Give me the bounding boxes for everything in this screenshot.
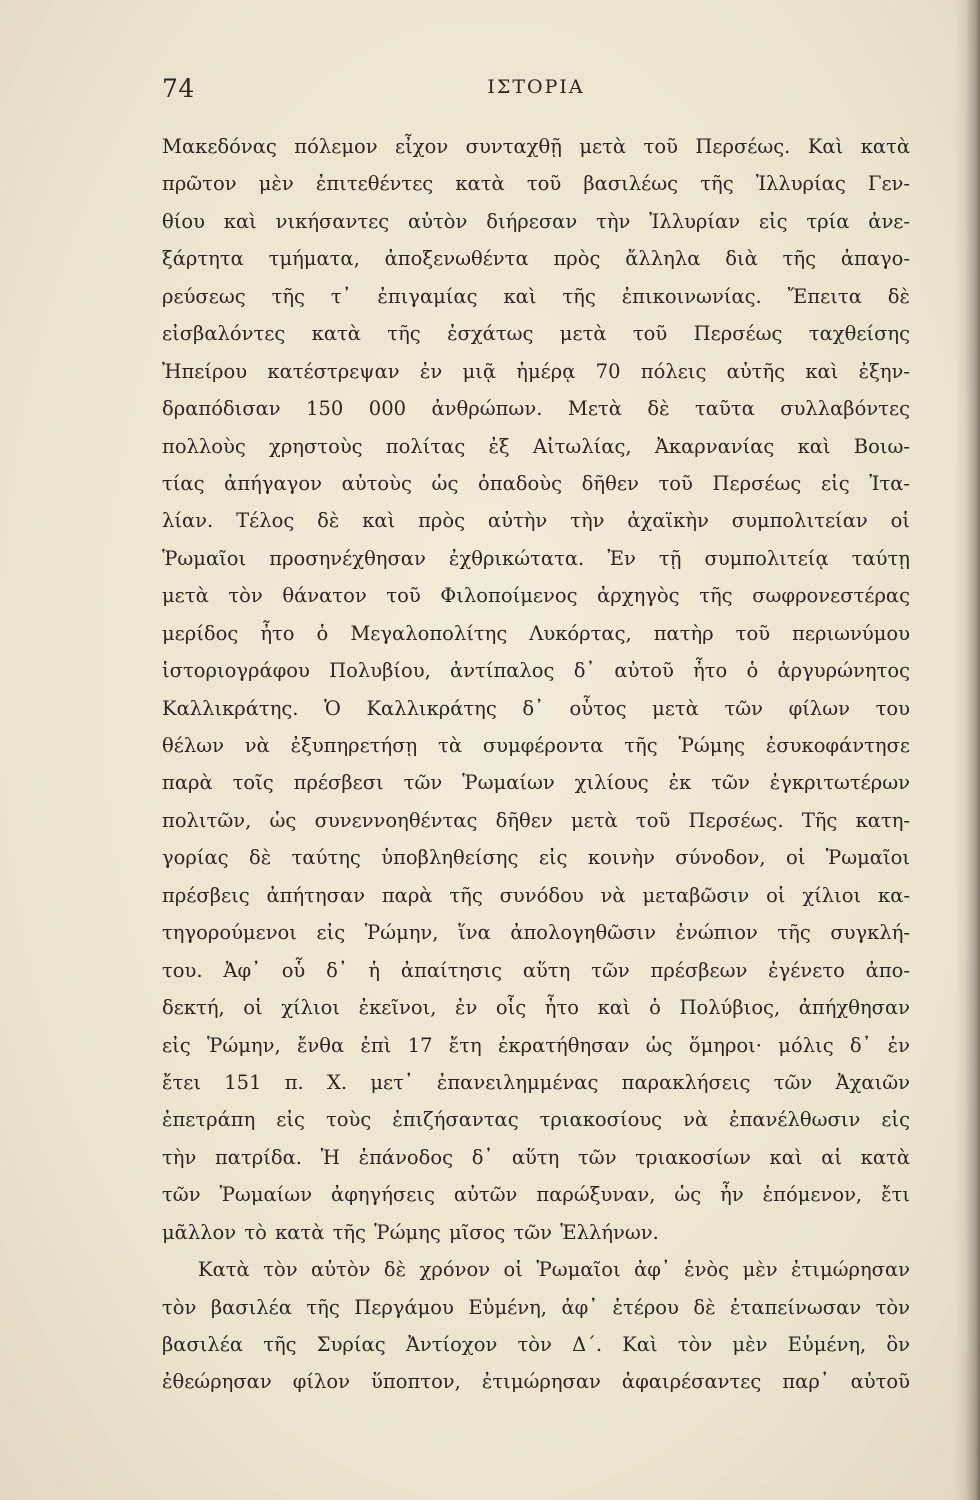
text-line: τίας ἀπήγαγον αὐτοὺς ὡς ὀπαδοὺς δῆθεν τοῦ Περσέως εἰς Ἰτα-: [162, 471, 910, 495]
text-line: γορίας δὲ ταύτης ὑποβληθείσης εἰς κοινὴν σύνοδον, οἱ Ῥωμαῖοι: [162, 846, 910, 870]
text-line: μερίδος ἦτο ὁ Μεγαλοπολίτης Λυκόρτας, πατὴρ τοῦ περιωνύμου: [162, 621, 910, 645]
paragraph-last-line: μᾶλλον τὸ κατὰ τῆς Ῥώμης μῖσος τῶν Ἑλλήνων.: [162, 1220, 659, 1244]
text-line: ρεύσεως τῆς τ᾽ ἐπιγαμίας καὶ τῆς ἐπικοινωνίας. Ἔπειτα δὲ: [162, 284, 910, 308]
text-line: δραπόδισαν 150 000 ἀνθρώπων. Μετὰ δὲ ταῦτα συλλαβόντες: [162, 397, 910, 421]
text-line: εἰς Ῥώμην, ἔνθα ἐπὶ 17 ἔτη ἐκρατήθησαν ὡς ὅμηροι· μόλις δ᾽ ἐν: [162, 1033, 910, 1057]
text-line: τὸν βασιλέα τῆς Περγάμου Εὐμένη, ἀφ᾽ ἑτέρου δὲ ἐταπείνωσαν τὸν: [162, 1295, 910, 1319]
text-line: παρὰ τοῖς πρέσβεσι τῶν Ῥωμαίων χιλίους ἐκ τῶν ἐγκριτωτέρων: [162, 771, 910, 795]
text-line: ἐθεώρησαν φίλον ὕποπτον, ἐτιμώρησαν ἀφαιρέσαντες παρ᾽ αὐτοῦ: [162, 1370, 910, 1394]
text-line: Καλλικράτης. Ὁ Καλλικράτης δ᾽ οὗτος μετὰ τῶν φίλων του: [162, 696, 910, 720]
text-line: θίου καὶ νικήσαντες αὐτὸν διήρεσαν τὴν Ἰλλυρίαν εἰς τρία ἀνε-: [162, 209, 910, 233]
text-line: θέλων νὰ ἐξυπηρετήσῃ τὰ συμφέροντα τῆς Ῥώμης ἐσυκοφάντησε: [162, 734, 910, 757]
text-line: του. Ἀφ᾽ οὗ δ᾽ ἡ ἀπαίτησις αὕτη τῶν πρέσβεων ἐγένετο ἀπο-: [162, 958, 910, 982]
spine-shadow: [954, 0, 980, 1500]
text-line: δεκτή, οἱ χίλιοι ἐκεῖνοι, ἐν οἷς ἦτο καὶ ὁ Πολύβιος, ἀπήχθησαν: [162, 996, 910, 1020]
text-line: εἰσβαλόντες κατὰ τῆς ἐσχάτως μετὰ τοῦ Περσέως ταχθείσης: [162, 322, 910, 346]
text-line: τὴν πατρίδα. Ἡ ἐπάνοδος δ᾽ αὕτη τῶν τριακοσίων καὶ αἱ κατὰ: [162, 1145, 910, 1169]
paragraph-first-line: Κατὰ τὸν αὐτὸν δὲ χρόνον οἱ Ῥωμαῖοι ἀφ᾽ ἑνὸς μὲν ἐτιμώρησαν: [198, 1258, 910, 1282]
text-line: βασιλέα τῆς Συρίας Ἀντίοχον τὸν Δ΄. Καὶ τὸν μὲν Εὐμένη, ὃν: [162, 1333, 910, 1356]
text-line: πρῶτον μὲν ἐπιτεθέντες κατὰ τοῦ βασιλέως τῆς Ἰλλυρίας Γεν-: [162, 172, 910, 196]
text-line: Ῥωμαῖοι προσηνέχθησαν ἐχθρικώτατα. Ἐν τῇ συμπολιτείᾳ ταύτῃ: [162, 546, 910, 570]
text-line: τηγορούμενοι εἰς Ῥώμην, ἵνα ἀπολογηθῶσιν ἐνώπιον τῆς συγκλή-: [162, 921, 910, 945]
text-line: ἱστοριογράφου Πολυβίου, ἀντίπαλος δ᾽ αὐτοῦ ἦτο ὁ ἀργυρώνητος: [162, 659, 910, 683]
page-header: [162, 70, 910, 110]
text-line: πρέσβεις ἀπήτησαν παρὰ τῆς συνόδου νὰ μεταβῶσιν οἱ χίλιοι κα-: [162, 883, 910, 907]
text-line: λίαν. Τέλος δὲ καὶ πρὸς αὐτὴν τὴν ἀχαϊκὴν συμπολιτείαν οἱ: [162, 509, 910, 533]
body-text: [162, 128, 910, 1401]
text-line: πολλοὺς χρηστοὺς πολίτας ἐξ Αἰτωλίας, Ἀκαρνανίας καὶ Βοιω-: [162, 434, 910, 458]
text-line: ἔτει 151 π. Χ. μετ᾽ ἐπανειλημμένας παρακλήσεις τῶν Ἀχαιῶν: [162, 1070, 910, 1094]
text-line: μετὰ τὸν θάνατον τοῦ Φιλοποίμενος ἀρχηγὸς τῆς σωφρονεστέρας: [162, 584, 910, 608]
text-line: ξάρτητα τμήματα, ἀποξενωθέντα πρὸς ἄλληλα διὰ τῆς ἀπαγο-: [162, 247, 910, 271]
text-line: ἐπετράπη εἰς τοὺς ἐπιζήσαντας τριακοσίους νὰ ἐπανέλθωσιν εἰς: [162, 1108, 910, 1132]
running-title: ΙΣΤΟΡΙΑ: [487, 76, 585, 98]
text-line: Μακεδόνας πόλεμον εἶχον συνταχθῇ μετὰ τοῦ Περσέως. Καὶ κατὰ: [162, 135, 910, 158]
page-number: 74: [162, 74, 195, 103]
text-line: Ἠπείρου κατέστρεψαν ἐν μιᾷ ἡμέρᾳ 70 πόλεις αὐτῆς καὶ ἐξην-: [162, 359, 910, 383]
text-line: τῶν Ῥωμαίων ἀφηγήσεις αὐτῶν παρώξυναν, ὡς ἦν ἑπόμενον, ἔτι: [162, 1183, 910, 1207]
text-line: πολιτῶν, ὡς συνεννοηθέντας δῆθεν μετὰ τοῦ Περσέως. Τῆς κατη-: [162, 808, 910, 832]
